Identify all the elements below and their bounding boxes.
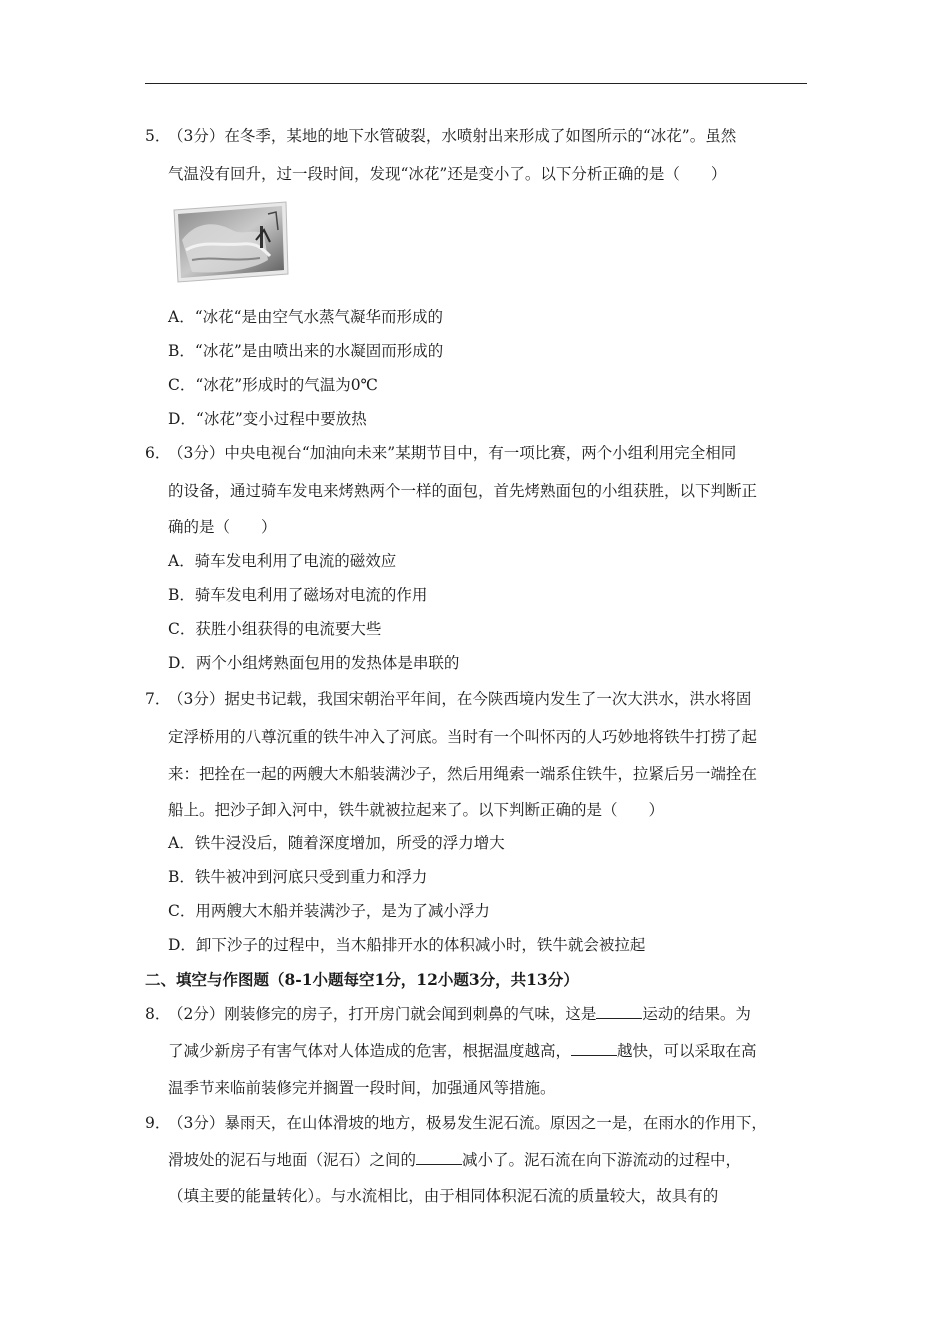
q9-line-2-text-a: 滑坡处的泥石与地面（泥石）之间的 — [168, 1151, 417, 1169]
q8-line-2-text-a: 了减少新房子有害气体对人体造成的危害，根据温度越高， — [168, 1042, 572, 1060]
q5-stem-line-2: 气温没有回升，过一段时间，发现“冰花”还是变小了。以下分析正确的是（ ） — [168, 165, 727, 183]
q8-line-1-text-b: 运动的结果。为 — [642, 1005, 751, 1023]
q8-line-2-text-b: 越快，可以采取在高 — [617, 1042, 757, 1060]
q8-line-1-text-a: （2分）刚装修完的房子，打开房门就会闻到刺鼻的气味，这是 — [168, 1005, 597, 1023]
ice-flower-photo — [172, 200, 290, 284]
q9-line-2 — [168, 1150, 741, 1170]
q6-option-a: A．骑车发电利用了电流的磁效应 — [168, 552, 397, 570]
q8-line-1 — [168, 1004, 751, 1024]
q5-stem-line-1: （3分）在冬季，某地的地下水管破裂，水喷射出来形成了如图所示的“冰花”。虽然 — [168, 127, 737, 145]
q9-line-3: （填主要的能量转化）。与水流相比，由于相同体积泥石流的质量较大，故具有的 — [168, 1187, 719, 1205]
q7-option-c: C．用两艘大木船并装满沙子，是为了减小浮力 — [168, 902, 490, 920]
q7-stem-line-2: 定浮桥用的八尊沉重的铁牛冲入了河底。当时有一个叫怀丙的人巧妙地将铁牛打捞了起 — [168, 728, 758, 746]
q5-option-c: C．“冰花”形成时的气温为0℃ — [168, 376, 378, 394]
q6-stem-line-3: 确的是（ ） — [168, 518, 277, 536]
q7-option-b: B．铁牛被冲到河底只受到重力和浮力 — [168, 868, 428, 886]
q9-blank-1 — [416, 1150, 462, 1165]
q8-line-3: 温季节来临前装修完并搁置一段时间，加强通风等措施。 — [168, 1079, 556, 1097]
q7-number: 7． — [145, 690, 171, 708]
q5-option-a: A．“冰花“是由空气水蒸气凝华而形成的 — [168, 308, 444, 326]
q9-number: 9． — [145, 1114, 171, 1132]
q5-option-b: B．“冰花”是由喷出来的水凝固而形成的 — [168, 342, 444, 360]
q9-line-2-text-b: 减小了。泥石流在向下游流动的过程中， — [462, 1151, 742, 1169]
q6-number: 6． — [145, 444, 171, 462]
q8-number: 8． — [145, 1005, 171, 1023]
section-2-heading: 二、填空与作图题（8-1小题每空1分，12小题3分，共13分） — [145, 970, 579, 989]
q7-stem-line-1: （3分）据史书记载，我国宋朝治平年间，在今陕西境内发生了一次大洪水，洪水将固 — [168, 690, 752, 708]
q5-number: 5． — [145, 127, 171, 145]
q5-option-d: D．“冰花”变小过程中要放热 — [168, 410, 367, 428]
q7-stem-line-3: 来：把拴在一起的两艘大木船装满沙子，然后用绳索一端系住铁牛，拉紧后另一端拴在 — [168, 765, 758, 783]
header-rule — [145, 83, 807, 84]
q7-option-a: A．铁牛浸没后，随着深度增加，所受的浮力增大 — [168, 834, 505, 852]
q6-stem-line-1: （3分）中央电视台“加油向未来”某期节目中，有一项比赛，两个小组利用完全相同 — [168, 444, 737, 462]
q7-option-d: D．卸下沙子的过程中，当木船排开水的体积减小时，铁牛就会被拉起 — [168, 936, 646, 954]
q8-line-2 — [168, 1041, 757, 1061]
q6-option-d: D．两个小组烤熟面包用的发热体是串联的 — [168, 654, 460, 672]
q9-line-1: （3分）暴雨天，在山体滑坡的地方，极易发生泥石流。原因之一是，在雨水的作用下， — [168, 1114, 767, 1132]
q6-stem-line-2: 的设备，通过骑车发电来烤熟两个一样的面包，首先烤熟面包的小组获胜，以下判断正 — [168, 482, 758, 500]
q8-blank-2 — [571, 1041, 617, 1056]
q8-blank-1 — [596, 1004, 642, 1019]
q6-option-b: B．骑车发电利用了磁场对电流的作用 — [168, 586, 428, 604]
q7-stem-line-4: 船上。把沙子卸入河中，铁牛就被拉起来了。以下判断正确的是（ ） — [168, 801, 665, 819]
q6-option-c: C．获胜小组获得的电流要大些 — [168, 620, 382, 638]
